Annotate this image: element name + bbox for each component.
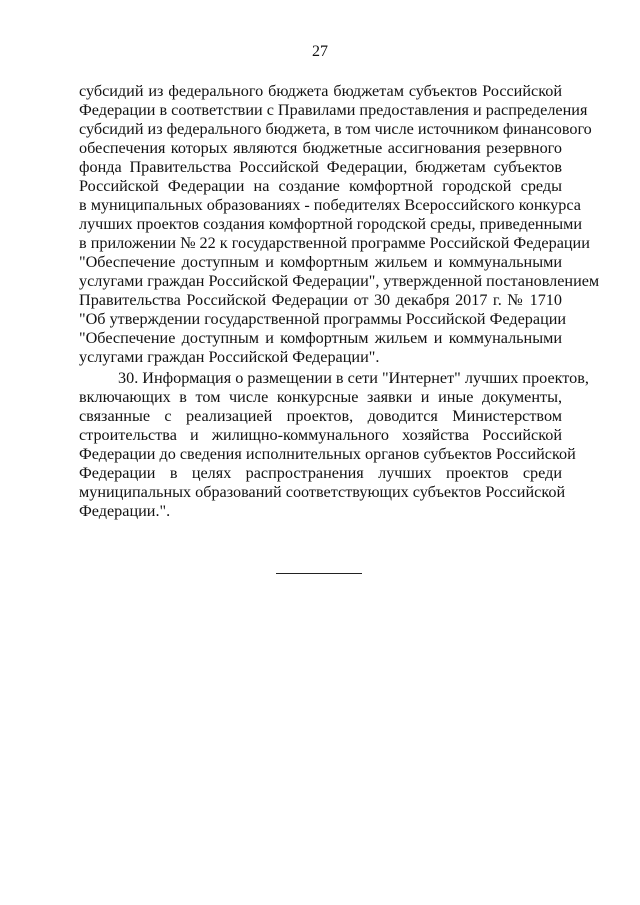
text-line: лучших проектов создания комфортной городской среды, приведенными — [79, 215, 583, 233]
text-line: субсидий из федерального бюджета, в том числе источником финансового — [79, 120, 592, 138]
text-line: субсидий из федерального бюджета бюджетам субъектов Российской — [79, 82, 562, 100]
text-line: связанные с реализацией проектов, доводится Министерством — [79, 407, 562, 425]
text-line: Российской Федерации на создание комфортной городской среды — [79, 177, 562, 195]
text-line: услугами граждан Российской Федерации", утвержденной постановлением — [79, 272, 600, 290]
text-line: Правительства Российской Федерации от 30 декабря 2017 г. № 1710 — [79, 291, 562, 309]
text-line: строительства и жилищно-коммунального хозяйства Российской — [79, 426, 562, 444]
text-line: "Обеспечение доступным и комфортным жильем и коммунальными — [79, 329, 562, 347]
text-line: услугами граждан Российской Федерации". — [79, 348, 380, 366]
text-line: Федерации в целях распространения лучших проектов среди — [79, 464, 562, 482]
text-line: в приложении № 22 к государственной программе Российской Федерации — [79, 234, 590, 252]
closing-divider — [276, 573, 362, 574]
text-line: Федерации в соответствии с Правилами предоставления и распределения — [79, 101, 588, 119]
text-line: "Об утверждении государственной программы Российской Федерации — [79, 310, 567, 328]
text-line: обеспечения которых являются бюджетные ассигнования резервного — [79, 139, 562, 157]
text-line: фонда Правительства Российской Федерации, бюджетам субъектов — [79, 158, 562, 176]
page-number: 27 — [312, 43, 328, 60]
text-line: 30. Информация о размещении в сети "Интернет" лучших проектов, — [118, 369, 589, 387]
text-line: в муниципальных образованиях - победителях Всероссийского конкурса — [79, 196, 581, 214]
text-line: Федерации до сведения исполнительных органов субъектов Российской — [79, 445, 576, 463]
text-line: муниципальных образований соответствующих субъектов Российской — [79, 483, 566, 501]
text-line: включающих в том числе конкурсные заявки и иные документы, — [79, 388, 562, 406]
text-line: "Обеспечение доступным и комфортным жильем и коммунальными — [79, 253, 562, 271]
text-line: Федерации.". — [79, 502, 171, 520]
